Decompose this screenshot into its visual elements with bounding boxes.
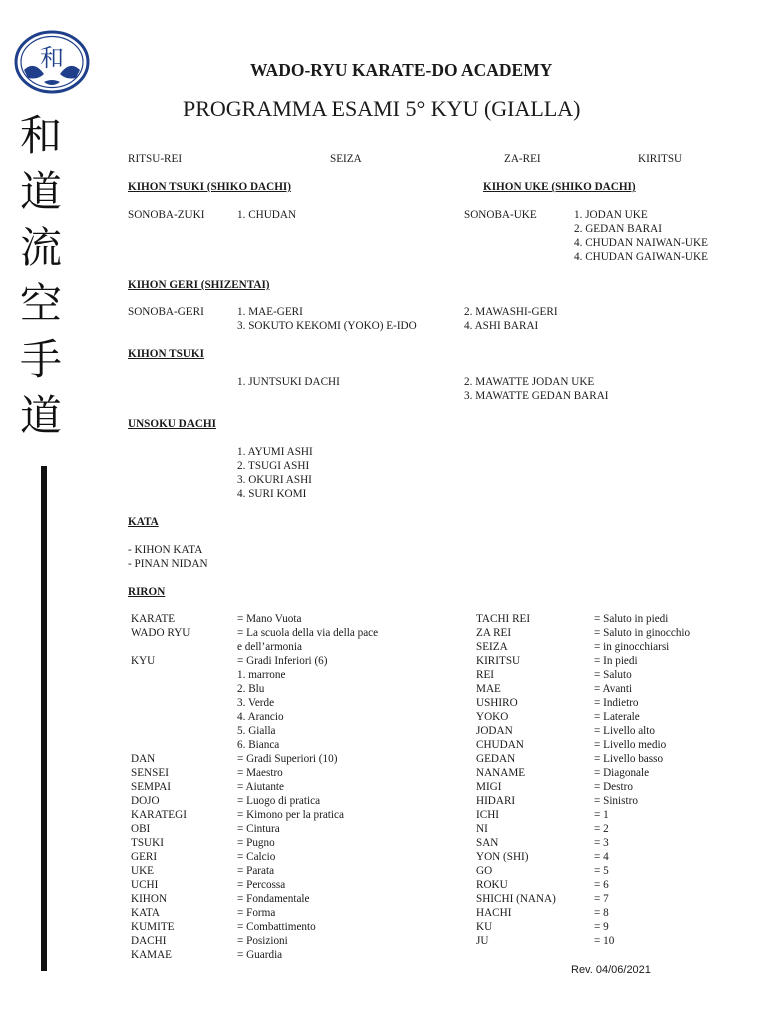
riron-right-terms bbox=[476, 612, 556, 948]
glossary-definition: 4. Arancio bbox=[237, 711, 284, 723]
glossary-definition: e dell’armonia bbox=[237, 641, 302, 653]
technique-item: 3. SOKUTO KEKOMI (YOKO) E-IDO bbox=[237, 320, 417, 332]
technique-item: 4. ASHI BARAI bbox=[464, 320, 539, 332]
vertical-bar-divider bbox=[41, 466, 47, 971]
glossary-definition: 6. Bianca bbox=[237, 739, 280, 751]
section-heading-unsoku-dachi: UNSOKU DACHI bbox=[128, 418, 216, 430]
glossary-term: KUMITE bbox=[131, 921, 175, 933]
glossary-definition: = Calcio bbox=[237, 851, 276, 863]
technique-label: SONOBA-UKE bbox=[464, 209, 537, 221]
logo-kanji-glyph: 和 bbox=[40, 44, 64, 72]
technique-item: 1. AYUMI ASHI bbox=[237, 446, 313, 458]
etiquette-item: KIRITSU bbox=[638, 153, 683, 165]
glossary-term: JU bbox=[476, 935, 489, 947]
glossary-term: KIRITSU bbox=[476, 655, 521, 667]
glossary-term: KAMAE bbox=[131, 949, 173, 961]
glossary-term: SEIZA bbox=[476, 641, 508, 653]
glossary-definition: = 10 bbox=[594, 935, 615, 947]
kanji-char: 空 bbox=[19, 279, 62, 328]
glossary-term: GO bbox=[476, 865, 493, 877]
etiquette-item: RITSU-REI bbox=[128, 153, 183, 165]
technique-item: 4. CHUDAN GAIWAN-UKE bbox=[574, 251, 708, 263]
glossary-term bbox=[131, 682, 190, 696]
glossary-definition: = Sinistro bbox=[594, 795, 638, 807]
glossary-definition: = Livello alto bbox=[594, 725, 655, 737]
glossary-term: REI bbox=[476, 669, 495, 681]
glossary-definition: = Luogo di pratica bbox=[237, 795, 321, 807]
exam-program-title: PROGRAMMA ESAMI 5° KYU (GIALLA) bbox=[183, 96, 581, 121]
glossary-definition: = Saluto in piedi bbox=[594, 613, 669, 625]
glossary-definition: = 3 bbox=[594, 837, 609, 849]
glossary-definition: = Maestro bbox=[237, 767, 283, 779]
kanji-char: 道 bbox=[19, 391, 62, 440]
glossary-term: MIGI bbox=[476, 781, 502, 793]
glossary-term: WADO RYU bbox=[131, 627, 191, 639]
glossary-definition: = Indietro bbox=[594, 697, 639, 709]
glossary-term: HACHI bbox=[476, 907, 512, 919]
technique-item: 2. MAWASHI-GERI bbox=[464, 306, 558, 318]
glossary-term: SENSEI bbox=[131, 767, 169, 779]
glossary-definition: 3. Verde bbox=[237, 697, 275, 709]
glossary-term: YON (SHI) bbox=[476, 851, 529, 863]
glossary-definition: = La scuola della via della pace bbox=[237, 627, 379, 639]
glossary-definition: = Destro bbox=[594, 781, 633, 793]
glossary-term: NANAME bbox=[476, 767, 526, 779]
glossary-term: KATA bbox=[131, 907, 160, 919]
glossary-definition: 5. Gialla bbox=[237, 725, 276, 737]
glossary-term: MAE bbox=[476, 683, 501, 695]
glossary-term bbox=[131, 640, 190, 654]
technique-item: 1. JUNTSUKI DACHI bbox=[237, 376, 340, 388]
glossary-term: KIHON bbox=[131, 893, 168, 905]
glossary-definition: = Fondamentale bbox=[237, 893, 310, 905]
glossary-term: ICHI bbox=[476, 809, 499, 821]
glossary-definition: = Diagonale bbox=[594, 767, 650, 779]
technique-list bbox=[237, 305, 417, 333]
glossary-term: YOKO bbox=[476, 711, 509, 723]
etiquette-item: SEIZA bbox=[330, 153, 362, 165]
technique-list bbox=[464, 375, 609, 403]
glossary-term bbox=[131, 724, 190, 738]
technique-item: 1. MAE-GERI bbox=[237, 306, 303, 318]
glossary-term: UKE bbox=[131, 865, 154, 877]
side-kanji-column bbox=[10, 108, 72, 444]
glossary-definition: = Aiutante bbox=[237, 781, 285, 793]
glossary-definition: = Posizioni bbox=[237, 935, 288, 947]
glossary-term: TACHI REI bbox=[476, 613, 531, 625]
glossary-term: DACHI bbox=[131, 935, 167, 947]
glossary-term: NI bbox=[476, 823, 488, 835]
section-heading-kihon-geri: KIHON GERI (SHIZENTAI) bbox=[128, 279, 270, 291]
section-heading-kihon-tsuki: KIHON TSUKI bbox=[128, 348, 204, 360]
glossary-definition: = Combattimento bbox=[237, 921, 316, 933]
technique-item: 1. CHUDAN bbox=[237, 209, 297, 221]
glossary-term: SAN bbox=[476, 837, 499, 849]
technique-item: 2. MAWATTE JODAN UKE bbox=[464, 376, 595, 388]
kanji-char: 道 bbox=[19, 167, 62, 216]
glossary-term: JODAN bbox=[476, 725, 513, 737]
riron-left-definitions bbox=[237, 612, 378, 962]
technique-item: 4. CHUDAN NAIWAN-UKE bbox=[574, 237, 708, 249]
glossary-definition: = 4 bbox=[594, 851, 609, 863]
glossary-definition: = Pugno bbox=[237, 837, 275, 849]
glossary-definition: = Livello medio bbox=[594, 739, 667, 751]
glossary-term: ZA REI bbox=[476, 627, 512, 639]
kata-item: - PINAN NIDAN bbox=[128, 558, 208, 570]
technique-label: SONOBA-ZUKI bbox=[128, 209, 205, 221]
glossary-definition: 1. marrone bbox=[237, 669, 286, 681]
section-heading-riron: RIRON bbox=[128, 586, 166, 598]
glossary-term: ROKU bbox=[476, 879, 508, 891]
technique-item: 4. SURI KOMI bbox=[237, 488, 307, 500]
glossary-definition: = Parata bbox=[237, 865, 275, 877]
glossary-term: KARATE bbox=[131, 613, 176, 625]
glossary-term: KARATEGI bbox=[131, 809, 187, 821]
glossary-definition: = 1 bbox=[594, 809, 609, 821]
riron-right-definitions bbox=[594, 612, 690, 948]
technique-list bbox=[237, 445, 313, 501]
glossary-definition: = 9 bbox=[594, 921, 609, 933]
technique-item: 2. GEDAN BARAI bbox=[574, 223, 662, 235]
glossary-definition: = Mano Vuota bbox=[237, 613, 302, 625]
kata-item: - KIHON KATA bbox=[128, 544, 203, 556]
glossary-definition: = Kimono per la pratica bbox=[237, 809, 344, 821]
glossary-definition: = 8 bbox=[594, 907, 609, 919]
riron-left-terms bbox=[131, 612, 190, 962]
glossary-term: GEDAN bbox=[476, 753, 516, 765]
kanji-char: 和 bbox=[19, 111, 62, 160]
glossary-definition: = Avanti bbox=[594, 683, 633, 695]
glossary-definition: = Saluto in ginocchio bbox=[594, 627, 691, 639]
glossary-definition: = Forma bbox=[237, 907, 276, 919]
glossary-term: TSUKI bbox=[131, 837, 164, 849]
glossary-definition: = 7 bbox=[594, 893, 609, 905]
technique-item: 2. TSUGI ASHI bbox=[237, 460, 310, 472]
glossary-definition: = Percossa bbox=[237, 879, 286, 891]
glossary-term: KYU bbox=[131, 655, 156, 667]
glossary-definition: = Laterale bbox=[594, 711, 640, 723]
glossary-definition: = Gradi Superiori (10) bbox=[237, 753, 338, 765]
glossary-term: DAN bbox=[131, 753, 156, 765]
glossary-term: HIDARI bbox=[476, 795, 516, 807]
glossary-term bbox=[131, 696, 190, 710]
glossary-definition: 2. Blu bbox=[237, 683, 265, 695]
technique-label: SONOBA-GERI bbox=[128, 306, 204, 318]
glossary-definition: = Guardia bbox=[237, 949, 283, 961]
glossary-definition: = 2 bbox=[594, 823, 609, 835]
etiquette-item: ZA-REI bbox=[504, 153, 541, 165]
technique-item: 1. JODAN UKE bbox=[574, 209, 648, 221]
glossary-definition: = Saluto bbox=[594, 669, 632, 681]
glossary-term bbox=[131, 668, 190, 682]
technique-list bbox=[464, 305, 558, 333]
glossary-term: CHUDAN bbox=[476, 739, 524, 751]
kanji-char: 流 bbox=[19, 223, 62, 272]
section-heading-kihon-tsuki-shiko: KIHON TSUKI (SHIKO DACHI) bbox=[128, 181, 291, 193]
glossary-definition: = Gradi Inferiori (6) bbox=[237, 655, 328, 667]
glossary-definition: = in ginocchiarsi bbox=[594, 641, 670, 653]
glossary-term: DOJO bbox=[131, 795, 160, 807]
glossary-definition: = In piedi bbox=[594, 655, 638, 667]
glossary-term: OBI bbox=[131, 823, 151, 835]
glossary-definition: = Cintura bbox=[237, 823, 280, 835]
glossary-term: SHICHI (NANA) bbox=[476, 893, 556, 905]
glossary-term: USHIRO bbox=[476, 697, 518, 709]
technique-list bbox=[574, 208, 708, 264]
glossary-definition: = Livello basso bbox=[594, 753, 664, 765]
academy-logo bbox=[14, 30, 90, 99]
section-heading-kata: KATA bbox=[128, 516, 159, 528]
glossary-term: UCHI bbox=[131, 879, 159, 891]
glossary-term bbox=[131, 738, 190, 752]
glossary-term: GERI bbox=[131, 851, 158, 863]
section-heading-kihon-uke-shiko: KIHON UKE (SHIKO DACHI) bbox=[483, 181, 636, 193]
glossary-term: KU bbox=[476, 921, 493, 933]
glossary-definition: = 5 bbox=[594, 865, 609, 877]
glossary-definition: = 6 bbox=[594, 879, 609, 891]
kata-list bbox=[128, 543, 208, 571]
glossary-term: SEMPAI bbox=[131, 781, 172, 793]
revision-date: Rev. 04/06/2021 bbox=[571, 964, 651, 976]
technique-item: 3. MAWATTE GEDAN BARAI bbox=[464, 390, 609, 402]
kanji-char: 手 bbox=[19, 335, 62, 384]
academy-title: WADO-RYU KARATE-DO ACADEMY bbox=[250, 60, 553, 80]
technique-item: 3. OKURI ASHI bbox=[237, 474, 312, 486]
glossary-term bbox=[131, 710, 190, 724]
